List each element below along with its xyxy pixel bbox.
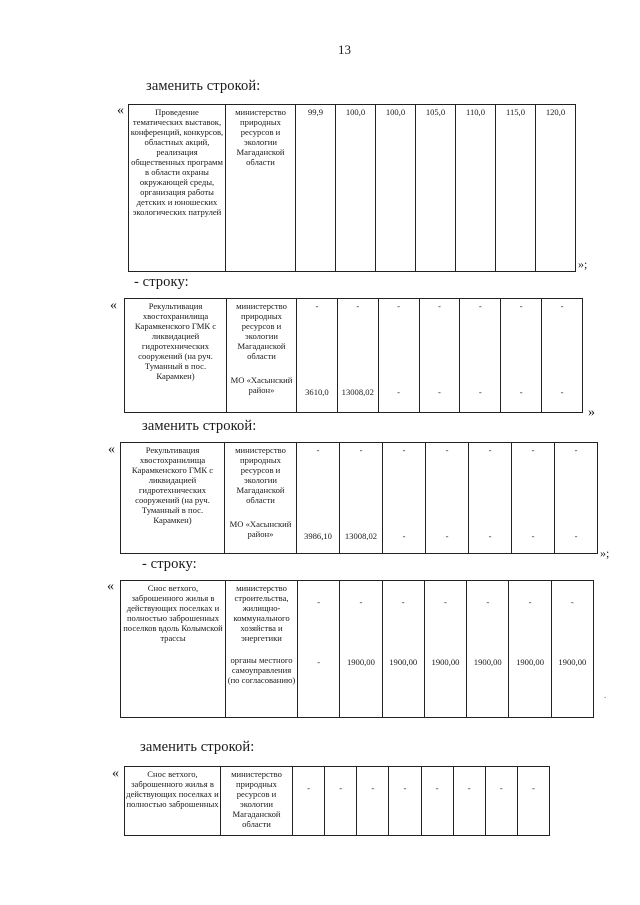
value-cell xyxy=(485,767,517,836)
value-top: - xyxy=(435,783,439,793)
value-cell xyxy=(298,581,340,718)
value-cell: 105,0 xyxy=(416,105,456,272)
close-quote: » xyxy=(588,405,595,420)
page-number: 13 xyxy=(338,42,351,57)
executor-name: министерство природных ресурсов и экологии Магаданской области xyxy=(236,301,287,362)
block-heading: - строку: xyxy=(142,556,197,572)
value-cell xyxy=(460,299,501,413)
value-cell xyxy=(325,767,357,836)
value-top: - xyxy=(486,597,490,607)
executor-cell: министерство природных ресурсов и экологии Магаданской области xyxy=(221,767,293,836)
open-quote: « xyxy=(107,579,114,594)
value-bottom: - xyxy=(397,387,401,398)
value-cell: 110,0 xyxy=(456,105,496,272)
value-cell xyxy=(357,767,389,836)
value-cell xyxy=(424,581,466,718)
executor-name: министерство природных ресурсов и экологии Магаданской области xyxy=(235,445,286,506)
value-top: - xyxy=(307,783,310,793)
value-cell xyxy=(453,767,485,836)
executor-cell xyxy=(225,443,297,554)
value-top: - xyxy=(397,301,401,311)
value-cell xyxy=(551,581,593,718)
description-cell: Рекультивация хвостохранилища Карамкенского ГМК с ликвидацией гидротехнических сооружений (на руч. Туманный в пос. Карамкен) xyxy=(121,443,225,554)
value-bottom: 1900,00 xyxy=(558,657,587,668)
value-cell xyxy=(340,443,383,554)
value-top: - xyxy=(359,597,363,607)
value-cell xyxy=(501,299,542,413)
open-quote: « xyxy=(110,298,117,313)
block-heading: заменить строкой: xyxy=(140,739,255,755)
value-bottom: - xyxy=(438,387,441,398)
value-top: - xyxy=(499,783,503,793)
value-cell: 100,0 xyxy=(336,105,376,272)
value-cell xyxy=(469,443,512,554)
value-top: - xyxy=(339,783,343,793)
value-bottom: - xyxy=(402,531,406,542)
value-bottom: 1900,00 xyxy=(473,657,502,668)
executor-name: МО «Хасынский район» xyxy=(230,375,293,396)
value-top: - xyxy=(444,597,447,607)
value-cell xyxy=(419,299,460,413)
value-top: - xyxy=(403,783,407,793)
value-top: - xyxy=(315,301,319,311)
description-cell: Снос ветхого, заброшенного жилья в действующих поселках и полностью заброшенных поселков вдоль Колымской трассы xyxy=(121,581,226,718)
value-cell xyxy=(297,443,340,554)
block-heading: заменить строкой: xyxy=(142,418,257,434)
value-top: - xyxy=(478,301,482,311)
value-top: - xyxy=(574,445,578,455)
value-top: - xyxy=(438,301,441,311)
value-bottom: 13008,02 xyxy=(341,387,374,398)
table-row xyxy=(128,104,576,272)
value-bottom: 13008,02 xyxy=(344,531,378,542)
open-quote: « xyxy=(112,766,119,781)
value-bottom: - xyxy=(317,657,321,668)
value-cell xyxy=(426,443,469,554)
value-cell xyxy=(421,767,453,836)
value-cell xyxy=(512,443,555,554)
value-top: - xyxy=(488,445,492,455)
value-bottom: - xyxy=(519,387,523,398)
value-bottom: 3986,10 xyxy=(304,531,332,542)
value-bottom: - xyxy=(488,531,492,542)
value-top: - xyxy=(445,445,449,455)
executor-name: министерство строительства, жилищно-коммунального хозяйства и энергетики xyxy=(233,583,290,644)
value-bottom: 1900,00 xyxy=(389,657,418,668)
value-cell: 120,0 xyxy=(536,105,576,272)
value-top: - xyxy=(531,445,535,455)
executor-cell xyxy=(227,299,297,413)
executor-cell xyxy=(226,581,298,718)
table-row xyxy=(124,298,583,413)
value-top: - xyxy=(528,597,532,607)
value-top: - xyxy=(402,445,406,455)
value-cell xyxy=(509,581,551,718)
description-cell: Рекультивация хвостохранилища Карамкенского ГМК с ликвидацией гидротехнических сооружений (на руч. Туманный в пос. Карамкен) xyxy=(125,299,227,413)
description-cell: Снос ветхого, заброшенного жилья в действующих поселках и полностью заброшенных xyxy=(125,767,221,836)
value-top: - xyxy=(316,445,320,455)
value-bottom: - xyxy=(574,531,578,542)
value-cell xyxy=(382,581,424,718)
value-cell xyxy=(297,299,338,413)
value-cell xyxy=(293,767,325,836)
close-quote: »; xyxy=(600,546,610,560)
value-top: - xyxy=(467,783,471,793)
value-cell xyxy=(340,581,382,718)
value-bottom: - xyxy=(445,531,449,542)
table-row xyxy=(120,442,598,554)
close-quote: »; xyxy=(578,257,588,271)
value-cell xyxy=(517,767,549,836)
value-bottom: 3610,0 xyxy=(305,387,329,398)
table-row xyxy=(120,580,594,718)
value-bottom: - xyxy=(531,531,535,542)
value-top: - xyxy=(519,301,523,311)
executor-name: МО «Хасынский район» xyxy=(229,519,292,540)
value-cell xyxy=(389,767,421,836)
value-top: - xyxy=(371,783,375,793)
value-cell xyxy=(555,443,598,554)
value-top: - xyxy=(560,301,564,311)
value-top: - xyxy=(570,597,574,607)
value-top: - xyxy=(532,783,535,793)
value-bottom: - xyxy=(560,387,564,398)
margin-mark: . xyxy=(604,690,607,700)
open-quote: « xyxy=(117,103,124,118)
value-cell xyxy=(337,299,378,413)
value-cell xyxy=(383,443,426,554)
value-top: - xyxy=(317,597,321,607)
value-cell: 99,9 xyxy=(296,105,336,272)
table-row xyxy=(124,766,550,836)
executor-name: органы местного самоуправления (по согласованию) xyxy=(227,655,296,686)
value-top: - xyxy=(401,597,405,607)
value-bottom: - xyxy=(478,387,482,398)
value-cell: 100,0 xyxy=(376,105,416,272)
value-bottom: 1900,00 xyxy=(431,657,460,668)
value-top: - xyxy=(359,445,363,455)
value-cell xyxy=(467,581,509,718)
block-heading: - строку: xyxy=(134,274,189,290)
block-heading: заменить строкой: xyxy=(146,78,261,94)
value-cell xyxy=(378,299,419,413)
executor-cell: министерство природных ресурсов и экологии Магаданской области xyxy=(226,105,296,272)
value-bottom: 1900,00 xyxy=(346,657,375,668)
value-top: - xyxy=(356,301,360,311)
value-cell: 115,0 xyxy=(496,105,536,272)
open-quote: « xyxy=(108,442,115,457)
value-bottom: 1900,00 xyxy=(516,657,545,668)
value-cell xyxy=(542,299,583,413)
description-cell: Проведение тематических выставок, конференций, конкурсов, областных акций, реализация общественных программ в области охраны окружающей среды, организация работы детских и юношеских экологических патрулей xyxy=(129,105,226,272)
